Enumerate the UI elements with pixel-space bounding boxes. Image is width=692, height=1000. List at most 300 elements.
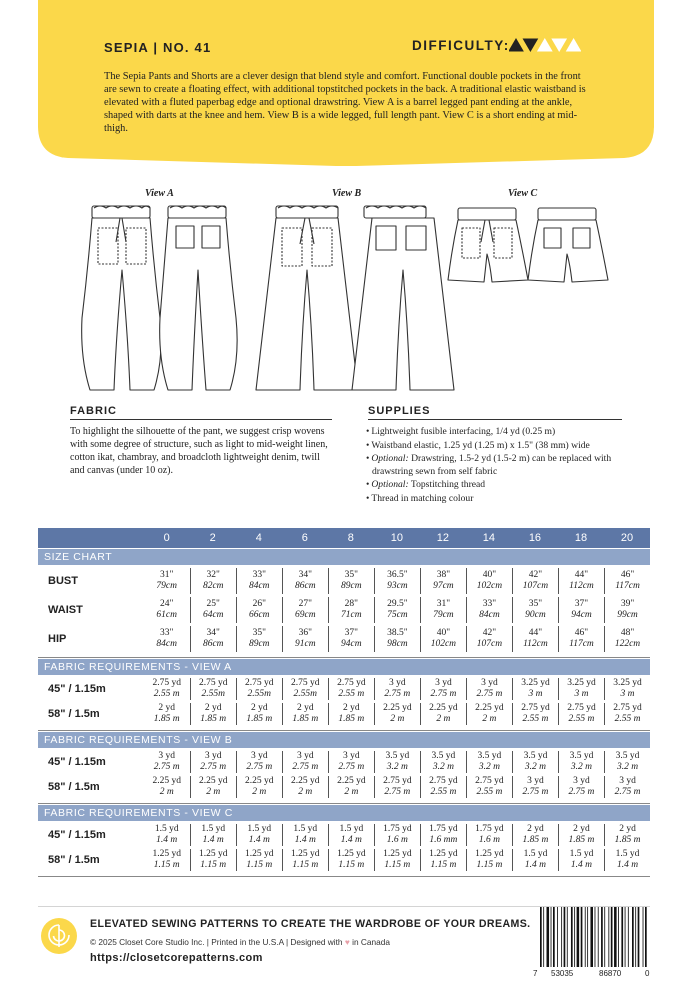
barcode-digit-start: 7 (533, 969, 538, 978)
cell-imperial: 3 yd (573, 776, 590, 786)
table-cell (604, 849, 650, 871)
barcode-digits-right: 86870 (599, 969, 622, 978)
table-cell (466, 626, 512, 652)
cell-metric: 71cm (341, 610, 362, 620)
cell-imperial: 3 yd (343, 751, 360, 761)
cell-metric: 94cm (341, 639, 362, 649)
table-cell (282, 597, 328, 623)
table-cell (282, 751, 328, 773)
table-cell (236, 678, 282, 700)
table-cell (558, 824, 604, 846)
cell-imperial: 3 yd (481, 678, 498, 688)
cell-imperial: 3.5 yd (431, 751, 456, 761)
cell-imperial: 34" (206, 628, 220, 638)
table-cell (558, 597, 604, 623)
table-cell (190, 597, 236, 623)
cell-imperial: 40" (436, 628, 451, 638)
cell-metric: 1.15 m (200, 860, 227, 870)
cell-imperial: 1.5 yd (569, 849, 594, 859)
table-cell (558, 626, 604, 652)
cell-imperial: 3 yd (204, 751, 222, 761)
cell-metric: 3.2 m (478, 762, 500, 772)
cell-imperial: 29.5" (387, 599, 408, 609)
supplies-heading: SUPPLIES (368, 405, 431, 417)
row-label: 45" / 1.15m (48, 829, 106, 841)
cell-imperial: 2.75 yd (567, 703, 596, 713)
size-number: 8 (347, 532, 354, 544)
section-divider (38, 876, 650, 877)
cell-metric: 75cm (387, 610, 408, 620)
view-a-front-illustration (82, 206, 161, 390)
cell-metric: 107cm (522, 581, 549, 591)
table-cell (420, 849, 466, 871)
cell-metric: 102cm (476, 581, 503, 591)
cell-metric: 3 m (528, 689, 543, 699)
cell-imperial: 2 yd (527, 824, 544, 834)
cell-imperial: 3.5 yd (385, 751, 410, 761)
table-cell (282, 703, 328, 725)
cell-imperial: 3 yd (389, 678, 406, 688)
website-link[interactable]: https://closetcorepatterns.com (90, 952, 263, 964)
cell-imperial: 3.25 yd (521, 678, 550, 688)
cell-metric: 89cm (341, 581, 362, 591)
table-cell (374, 703, 420, 725)
row-label: 45" / 1.15m (48, 683, 106, 695)
cell-imperial: 38.5" (387, 628, 408, 638)
table-row (38, 703, 650, 725)
cell-metric: 3.2 m (524, 762, 547, 772)
fabric-heading: FABRIC (70, 405, 117, 417)
cell-metric: 98cm (387, 639, 408, 649)
table-cell (144, 597, 190, 623)
table-cell (374, 824, 420, 846)
cell-metric: 93cm (387, 581, 408, 591)
view-b-back-illustration (352, 206, 454, 390)
table-cell (604, 597, 650, 623)
cell-imperial: 33" (160, 628, 174, 638)
table-row (38, 776, 650, 798)
cell-imperial: 2 yd (158, 703, 176, 713)
cell-metric: 117cm (615, 581, 640, 591)
cell-metric: 1.4 m (202, 835, 224, 845)
table-cell (144, 824, 190, 846)
table-cell (558, 703, 604, 725)
cell-imperial: 3 yd (435, 678, 452, 688)
table-cell (374, 776, 420, 798)
table-cell (282, 568, 328, 594)
view-a-label: View A (145, 188, 174, 199)
table-cell (466, 849, 512, 871)
table-cell (466, 776, 512, 798)
cell-imperial: 35" (528, 599, 543, 609)
fabric-description: To highlight the silhouette of the pant, we suggest crisp wovens with some degree of structure, such as light to mid-weight linen, cotton ikat, chambray, and broadcloth lightweight denim, twill and canvas (under 10 oz). (70, 426, 328, 476)
cell-imperial: 40" (482, 570, 497, 580)
cell-imperial: 3 yd (296, 751, 314, 761)
cell-imperial: 1.25 yd (245, 849, 274, 859)
cell-imperial: 1.25 yd (337, 849, 366, 859)
table-cell (466, 568, 512, 594)
row-label: WAIST (48, 604, 83, 616)
cell-imperial: 1.25 yd (198, 849, 228, 859)
size-number: 12 (436, 532, 449, 544)
closet-core-logo-icon (40, 917, 78, 955)
row-label: 58" / 1.5m (48, 781, 100, 793)
size-number: 6 (301, 532, 308, 544)
cell-imperial: 2.75 yd (429, 776, 458, 786)
cell-imperial: 37" (574, 599, 589, 609)
table-cell (604, 776, 650, 798)
cell-metric: 2.75 m (476, 689, 503, 699)
cell-imperial: 3 yd (527, 776, 544, 786)
cell-imperial: 1.25 yd (152, 849, 181, 859)
cell-imperial: 2.25 yd (429, 703, 458, 713)
supplies-item-text: Topstitching thread (408, 479, 486, 491)
cell-imperial: 2 yd (296, 703, 314, 713)
cell-imperial: 42" (528, 570, 543, 580)
cell-imperial: 2.75 yd (521, 703, 550, 713)
cell-metric: 82cm (202, 581, 224, 591)
supplies-item (366, 453, 618, 477)
cell-metric: 66cm (248, 610, 270, 620)
cell-metric: 1.4 m (524, 860, 547, 870)
table-cell (512, 824, 558, 846)
row-label: 45" / 1.15m (48, 756, 106, 768)
table-cell (512, 678, 558, 700)
supplies-item-text: Drawstring, 1.5-2 yd (1.5-2 m) can be replaced with drawstring sewn from self fabric (372, 453, 612, 477)
cell-imperial: 3 yd (619, 776, 636, 786)
table-row (38, 678, 650, 700)
cell-imperial: 1.25 yd (475, 849, 504, 859)
row-label: HIP (48, 633, 67, 645)
cell-imperial: 2.75 yd (613, 703, 642, 713)
cell-metric: 2.55 m (338, 689, 365, 699)
table-cell (144, 568, 190, 594)
cell-imperial: 3.25 yd (613, 678, 642, 688)
view-b-label: View B (332, 188, 362, 199)
cell-imperial: 2.75 yd (152, 678, 181, 688)
cell-metric: 64cm (202, 610, 224, 620)
table-cell (282, 824, 328, 846)
table-row (38, 751, 650, 773)
cell-metric: 102cm (430, 639, 457, 649)
cell-imperial: 24" (160, 599, 174, 609)
table-cell (374, 597, 420, 623)
cell-metric: 84cm (248, 581, 270, 591)
table-cell (190, 626, 236, 652)
cell-metric: 2.75 m (292, 762, 319, 772)
table-cell (466, 703, 512, 725)
table-cell (144, 626, 190, 652)
cell-metric: 84cm (156, 639, 177, 649)
table-cell (190, 568, 236, 594)
table-cell (512, 703, 558, 725)
section-heading: SIZE CHART (38, 548, 650, 565)
cell-imperial: 3 yd (250, 751, 268, 761)
optional-label: Optional: (371, 453, 409, 465)
size-number: 16 (528, 532, 542, 544)
view-c-front-illustration (448, 208, 528, 282)
cell-imperial: 1.25 yd (429, 849, 458, 859)
cell-imperial: 2 yd (204, 703, 222, 713)
table-cell (558, 678, 604, 700)
cell-imperial: 28" (344, 599, 359, 609)
cell-imperial: 44" (528, 628, 543, 638)
difficulty-triangle-icon (538, 39, 552, 51)
cell-metric: 2 m (206, 787, 221, 797)
cell-metric: 86cm (295, 581, 316, 591)
table-cell (190, 776, 236, 798)
size-number: 14 (482, 532, 496, 544)
cell-imperial: 2.25 yd (198, 776, 228, 786)
cell-metric: 1.15 m (292, 860, 319, 870)
cell-imperial: 31" (160, 570, 174, 580)
cell-metric: 2.75 m (568, 787, 595, 797)
cell-imperial: 1.5 yd (293, 824, 318, 834)
supplies-item-text: Thread in matching colour (371, 493, 474, 505)
table-cell (236, 824, 282, 846)
view-b-front-illustration (256, 206, 358, 390)
table-cell (512, 776, 558, 798)
cell-metric: 2 m (159, 787, 174, 797)
cell-metric: 1.4 m (156, 835, 178, 845)
supplies-item-text: Lightweight fusible interfacing, 1/4 yd (0.25 m) (371, 426, 556, 437)
table-cell (144, 849, 190, 871)
cell-imperial: 38" (436, 570, 451, 580)
row-label: 58" / 1.5m (48, 854, 100, 866)
table-cell (604, 751, 650, 773)
cell-imperial: 33" (482, 599, 497, 609)
cell-metric: 107cm (476, 639, 503, 649)
cell-imperial: 1.5 yd (201, 824, 226, 834)
table-cell (558, 776, 604, 798)
cell-imperial: 1.25 yd (383, 849, 412, 859)
cell-metric: 122cm (614, 639, 641, 649)
table-cell (604, 626, 650, 652)
table-cell (328, 678, 374, 700)
cell-imperial: 32" (206, 570, 220, 580)
cell-imperial: 35" (252, 628, 266, 638)
table-cell (512, 751, 558, 773)
table-row (38, 626, 650, 652)
table-cell (420, 824, 466, 846)
pattern-description: The Sepia Pants and Shorts are a clever design that blend style and comfort. Functional double pockets in the front are sewn to create a floating effect, with additional topstitched pockets in the back. A traditional elastic waistband is elevated with a fluted paperbag edge and optional drawstring. View A is a barrel legged pant ending at the ankle, shaped with darts at the knee and hem. View B is a wide legged, full length pant. View C is a short ending at mid-thigh. (104, 71, 586, 134)
table-cell (236, 568, 282, 594)
cell-metric: 1.4 m (248, 835, 270, 845)
cell-imperial: 31" (436, 599, 451, 609)
table-cell (374, 678, 420, 700)
table-cell (604, 568, 650, 594)
cell-imperial: 1.5 yd (154, 824, 179, 834)
table-row (38, 597, 650, 623)
cell-imperial: 3.5 yd (569, 751, 594, 761)
size-number: 4 (255, 532, 262, 544)
cell-imperial: 48" (620, 628, 635, 638)
cell-imperial: 2 yd (343, 703, 360, 713)
table-cell (466, 597, 512, 623)
cell-metric: 61cm (156, 610, 177, 620)
supplies-item (366, 493, 618, 505)
table-cell (558, 751, 604, 773)
cell-metric: 2 m (436, 714, 451, 724)
cell-imperial: 1.25 yd (291, 849, 320, 859)
cell-imperial: 1.75 yd (475, 824, 504, 834)
cell-metric: 2.75 m (246, 762, 273, 772)
supplies-item-text: Waistband elastic, 1.25 yd (1.25 m) x 1.5" (38 mm) wide (371, 439, 590, 451)
cell-imperial: 2.25 yd (475, 703, 504, 713)
table-cell (466, 751, 512, 773)
cell-metric: 1.15 m (430, 860, 457, 870)
table-cell (144, 678, 190, 700)
table-cell (420, 597, 466, 623)
table-cell (374, 626, 420, 652)
cell-metric: 2.55 m (614, 714, 641, 724)
cell-metric: 112cm (523, 639, 548, 649)
cell-imperial: 44" (574, 570, 589, 580)
cell-imperial: 2.25 yd (152, 776, 181, 786)
cell-imperial: 1.5 yd (615, 849, 640, 859)
cell-metric: 2.75 m (153, 762, 180, 772)
cell-metric: 79cm (156, 581, 177, 591)
table-cell (282, 678, 328, 700)
difficulty-triangle-icon (523, 39, 537, 51)
table-cell (282, 776, 328, 798)
cell-metric: 2.75 m (384, 689, 411, 699)
table-cell (190, 751, 236, 773)
cell-imperial: 2.75 yd (383, 776, 412, 786)
cell-metric: 1.85 m (246, 714, 273, 724)
cell-metric: 1.85 m (568, 835, 595, 845)
cell-imperial: 46" (620, 570, 635, 580)
cell-metric: 2 m (482, 714, 497, 724)
cell-imperial: 1.5 yd (523, 849, 548, 859)
size-chart-table (38, 528, 650, 877)
cell-metric: 3.2 m (386, 762, 408, 772)
cell-metric: 2 m (344, 787, 359, 797)
cell-metric: 1.85 m (338, 714, 365, 724)
cell-metric: 2.75 m (384, 787, 411, 797)
table-cell (144, 776, 190, 798)
table-cell (328, 626, 374, 652)
table-row (38, 849, 650, 871)
table-cell (604, 703, 650, 725)
difficulty-triangle-icon (509, 39, 523, 51)
cell-imperial: 2.25 yd (337, 776, 366, 786)
cell-metric: 1.6 mm (429, 835, 458, 845)
cell-metric: 2 m (298, 787, 313, 797)
difficulty-triangle-icon (567, 39, 581, 51)
cell-metric: 1.85 m (522, 835, 549, 845)
table-cell (420, 626, 466, 652)
cell-metric: 1.15 m (476, 860, 503, 870)
size-header-blank (38, 528, 144, 548)
table-cell (328, 703, 374, 725)
cell-metric: 69cm (295, 610, 316, 620)
cell-imperial: 2.75 yd (337, 678, 366, 688)
cell-metric: 94cm (571, 610, 592, 620)
view-c-back-illustration (528, 208, 608, 282)
section-heading: FABRIC REQUIREMENTS - VIEW A (38, 658, 650, 675)
table-cell (374, 568, 420, 594)
table-cell (374, 849, 420, 871)
cell-metric: 2 m (390, 714, 405, 724)
difficulty-label: DIFFICULTY: (412, 38, 510, 53)
copyright-country: in Canada (349, 937, 390, 947)
cell-imperial: 3.5 yd (523, 751, 548, 761)
barcode-digits-left: 53035 (551, 969, 574, 978)
cell-metric: 2.55 m (522, 714, 549, 724)
table-cell (190, 824, 236, 846)
cell-imperial: 1.75 yd (429, 824, 458, 834)
cell-imperial: 42" (482, 628, 497, 638)
table-row (38, 568, 650, 594)
optional-label: Optional: (371, 479, 409, 491)
cell-metric: 2.75 m (338, 762, 365, 772)
table-cell (420, 568, 466, 594)
cell-imperial: 3.5 yd (477, 751, 502, 761)
row-label: 58" / 1.5m (48, 708, 100, 720)
cell-imperial: 1.75 yd (383, 824, 412, 834)
cell-imperial: 2.75 yd (291, 678, 320, 688)
size-number: 18 (574, 532, 588, 544)
table-cell (374, 751, 420, 773)
table-cell (328, 568, 374, 594)
table-cell (144, 703, 190, 725)
table-cell (604, 824, 650, 846)
table-cell (236, 751, 282, 773)
cell-metric: 2.55m (201, 689, 225, 699)
supplies-item (366, 426, 618, 438)
table-cell (512, 568, 558, 594)
cell-metric: 91cm (295, 639, 316, 649)
table-cell (512, 626, 558, 652)
cell-imperial: 2.75 yd (245, 678, 274, 688)
cell-metric: 2.55 m (430, 787, 457, 797)
cell-metric: 2.55 m (153, 689, 180, 699)
cell-metric: 1.4 m (570, 860, 593, 870)
table-cell (190, 849, 236, 871)
cell-metric: 84cm (479, 610, 500, 620)
fabric-divider (70, 419, 332, 420)
table-cell (512, 597, 558, 623)
cell-metric: 3 m (620, 689, 635, 699)
cell-imperial: 34" (298, 570, 312, 580)
size-header-row (38, 528, 650, 548)
cell-imperial: 3.25 yd (567, 678, 596, 688)
cell-metric: 90cm (525, 610, 546, 620)
table-cell (282, 849, 328, 871)
row-label: BUST (48, 575, 78, 587)
cell-metric: 1.15 m (384, 860, 411, 870)
garment-illustrations (60, 198, 620, 398)
cell-metric: 3 m (574, 689, 589, 699)
cell-imperial: 2 yd (573, 824, 590, 834)
cell-imperial: 27" (298, 599, 312, 609)
table-cell (558, 568, 604, 594)
table-cell (236, 776, 282, 798)
cell-imperial: 3 yd (158, 751, 176, 761)
supplies-item (366, 479, 618, 491)
cell-imperial: 2.25 yd (245, 776, 274, 786)
cell-imperial: 39" (620, 599, 635, 609)
cell-imperial: 3.5 yd (615, 751, 640, 761)
difficulty-triangle-icon (552, 39, 566, 51)
cell-metric: 3.2 m (616, 762, 639, 772)
cell-metric: 1.15 m (153, 860, 180, 870)
copyright-main: © 2025 Closet Core Studio Inc. | Printed in the U.S.A | Designed with (90, 937, 343, 947)
cell-imperial: 35" (344, 570, 359, 580)
cell-metric: 1.4 m (616, 860, 639, 870)
supplies-divider (368, 419, 622, 420)
